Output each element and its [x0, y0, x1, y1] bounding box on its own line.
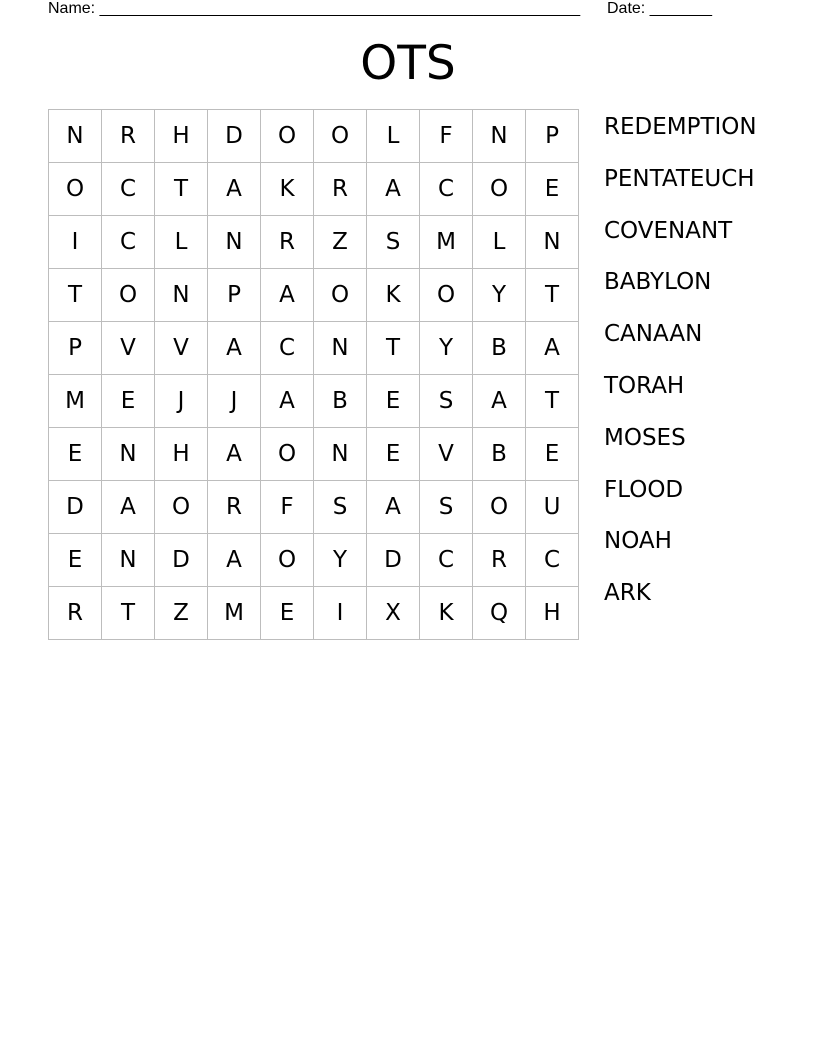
grid-cell: Q: [473, 587, 526, 640]
grid-cell: A: [261, 269, 314, 322]
grid-cell: V: [155, 322, 208, 375]
grid-cell: Y: [420, 322, 473, 375]
grid-cell: E: [526, 428, 579, 481]
name-blank: ______________________________________________________: [99, 0, 581, 17]
grid-cell: N: [102, 534, 155, 587]
grid-cell: E: [49, 428, 102, 481]
grid-cell: D: [49, 481, 102, 534]
grid-cell: O: [261, 428, 314, 481]
grid-cell: L: [473, 216, 526, 269]
grid-cell: C: [420, 163, 473, 216]
grid-cell: A: [208, 534, 261, 587]
grid-cell: Y: [473, 269, 526, 322]
grid-cell: T: [526, 375, 579, 428]
grid-cell: Y: [314, 534, 367, 587]
grid-cell: H: [155, 110, 208, 163]
grid-cell: O: [473, 481, 526, 534]
grid-cell: K: [420, 587, 473, 640]
word-list-item: CANAAN: [604, 321, 703, 348]
grid-cell: D: [208, 110, 261, 163]
grid-cell: E: [49, 534, 102, 587]
grid-cell: N: [49, 110, 102, 163]
grid-cell: D: [155, 534, 208, 587]
grid-cell: T: [367, 322, 420, 375]
grid-cell: Z: [155, 587, 208, 640]
grid-cell: N: [314, 428, 367, 481]
grid-cell: O: [473, 163, 526, 216]
grid-cell: H: [526, 587, 579, 640]
grid-cell: H: [155, 428, 208, 481]
grid-cell: Z: [314, 216, 367, 269]
grid-row: [49, 110, 579, 163]
grid-cell: B: [314, 375, 367, 428]
grid-cell: E: [367, 375, 420, 428]
grid-cell: T: [155, 163, 208, 216]
name-label: Name:: [48, 0, 96, 17]
grid-cell: O: [314, 110, 367, 163]
grid-cell: O: [261, 110, 314, 163]
grid-cell: X: [367, 587, 420, 640]
grid-cell: N: [155, 269, 208, 322]
word-list-item: PENTATEUCH: [604, 165, 755, 192]
grid-cell: S: [367, 216, 420, 269]
grid-cell: M: [208, 587, 261, 640]
grid-row: [49, 587, 579, 640]
grid-cell: P: [526, 110, 579, 163]
grid-cell: A: [208, 163, 261, 216]
grid-cell: L: [155, 216, 208, 269]
grid-cell: N: [208, 216, 261, 269]
grid-cell: K: [261, 163, 314, 216]
grid-cell: J: [155, 375, 208, 428]
grid-cell: E: [526, 163, 579, 216]
word-list-item: TORAH: [604, 372, 685, 399]
grid-cell: A: [261, 375, 314, 428]
grid-cell: O: [314, 269, 367, 322]
grid-cell: R: [314, 163, 367, 216]
grid-cell: E: [102, 375, 155, 428]
grid-cell: A: [208, 428, 261, 481]
grid-cell: O: [102, 269, 155, 322]
grid-cell: R: [49, 587, 102, 640]
grid-cell: R: [102, 110, 155, 163]
grid-row: [49, 375, 579, 428]
date-label: Date:: [607, 0, 646, 17]
grid-cell: B: [473, 428, 526, 481]
grid-cell: A: [473, 375, 526, 428]
grid-row: [49, 216, 579, 269]
grid-cell: U: [526, 481, 579, 534]
grid-cell: C: [526, 534, 579, 587]
grid-cell: C: [420, 534, 473, 587]
word-list-item: ARK: [604, 580, 651, 607]
grid-cell: S: [420, 375, 473, 428]
grid-cell: A: [367, 481, 420, 534]
grid-cell: P: [49, 322, 102, 375]
grid-cell: S: [314, 481, 367, 534]
grid-cell: O: [155, 481, 208, 534]
grid-cell: C: [261, 322, 314, 375]
grid-cell: N: [526, 216, 579, 269]
word-list-item: MOSES: [604, 424, 686, 451]
word-list-item: FLOOD: [604, 476, 684, 503]
grid-cell: B: [473, 322, 526, 375]
grid-cell: A: [102, 481, 155, 534]
header-fields: [48, 0, 712, 18]
grid-cell: T: [49, 269, 102, 322]
grid-cell: R: [208, 481, 261, 534]
grid-cell: K: [367, 269, 420, 322]
grid-row: [49, 534, 579, 587]
grid-cell: N: [102, 428, 155, 481]
grid-cell: A: [208, 322, 261, 375]
grid-row: [49, 481, 579, 534]
word-list-item: BABYLON: [604, 269, 712, 296]
word-list-item: REDEMPTION: [604, 114, 757, 140]
grid-cell: C: [102, 163, 155, 216]
grid-row: [49, 163, 579, 216]
grid-cell: T: [102, 587, 155, 640]
grid-cell: P: [208, 269, 261, 322]
grid-cell: R: [261, 216, 314, 269]
word-search-grid: [48, 109, 579, 640]
grid-cell: S: [420, 481, 473, 534]
grid-cell: A: [367, 163, 420, 216]
grid-row: [49, 428, 579, 481]
grid-cell: C: [102, 216, 155, 269]
page-title: OTS: [360, 36, 456, 91]
word-list: [604, 110, 757, 628]
date-blank: _______: [649, 0, 712, 17]
grid-cell: T: [526, 269, 579, 322]
grid-row: [49, 269, 579, 322]
grid-cell: V: [102, 322, 155, 375]
grid-cell: I: [314, 587, 367, 640]
grid-cell: F: [420, 110, 473, 163]
grid-cell: M: [420, 216, 473, 269]
grid-cell: D: [367, 534, 420, 587]
grid-cell: F: [261, 481, 314, 534]
grid-cell: O: [261, 534, 314, 587]
grid-cell: E: [261, 587, 314, 640]
grid-cell: O: [49, 163, 102, 216]
grid-cell: N: [314, 322, 367, 375]
grid-cell: E: [367, 428, 420, 481]
word-list-item: COVENANT: [604, 217, 733, 244]
grid-cell: O: [420, 269, 473, 322]
grid-row: [49, 322, 579, 375]
grid-cell: L: [367, 110, 420, 163]
grid-cell: N: [473, 110, 526, 163]
word-list-item: NOAH: [604, 528, 672, 555]
grid-cell: A: [526, 322, 579, 375]
grid-cell: I: [49, 216, 102, 269]
grid-cell: R: [473, 534, 526, 587]
grid-cell: V: [420, 428, 473, 481]
grid-cell: J: [208, 375, 261, 428]
grid-cell: M: [49, 375, 102, 428]
